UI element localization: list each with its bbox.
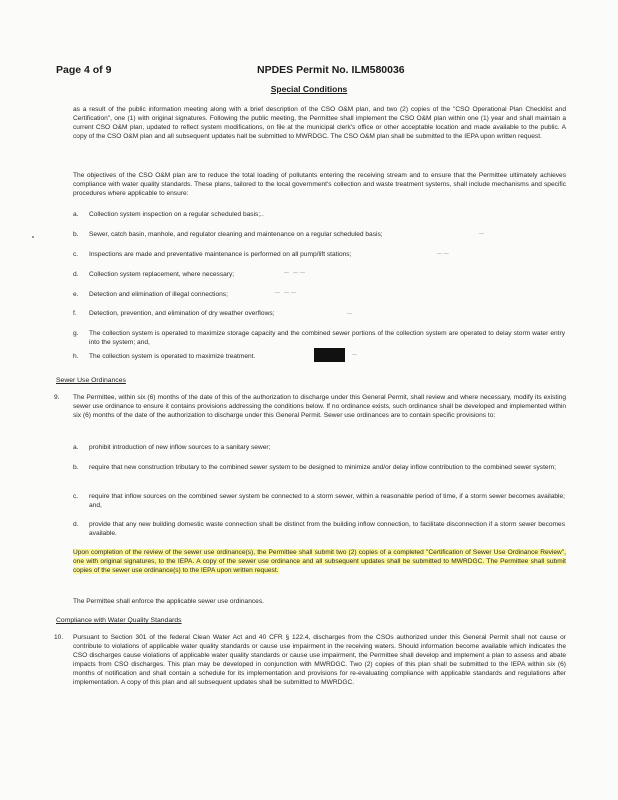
item-label: d. [73,521,79,528]
handwritten-mark: ~ [346,309,353,318]
handwritten-mark: ~ ~~ [274,288,297,297]
objective-item [73,231,566,240]
item-label: b. [73,464,79,471]
item-text: prohibit introduction of new inflow sources to a sanitary sewer; [89,444,271,451]
highlighted-text: Upon completion of the review of the sewer use ordinance(s), the Permittee shall submit two (2) copies of a completed "Certification of Sewer Use Ordinance Review", one with original signatures, to the IEPA. A copy of the sewer use ordinance and all subsequent updates shall be submitted to MWRDGC. The Permittee shall submit copies of the sewer use ordinance(s) to the IEPA upon written request. [73,549,566,574]
handwritten-mark: ~~ [436,249,450,258]
sewer-use-heading: Sewer Use Ordinances [56,377,126,384]
item-text: Collection system replacement, where necessary; [89,271,235,278]
page-number: Page 4 of 9 [56,64,112,76]
permit-number: NPDES Permit No. ILM580036 [257,64,405,76]
item-text: Inspections are made and preventative maintenance is performed on all pump/lift stations; [89,251,352,258]
section-number: 9. [54,394,60,401]
item-label: e. [73,291,79,298]
item-text: The collection system is operated to maximize storage capacity and the combined sewer portions of the collection system are operated to delay storm water entry into the system; and, [89,330,565,346]
item-label: g. [73,330,79,337]
item-label: h. [73,353,79,360]
item-text: require that inflow sources on the combined sewer system be connected to a storm sewer, within a reasonable period of time, if a storm sewer becomes available; and, [89,493,565,509]
ordinance-item [73,493,566,511]
objective-item [73,211,566,220]
item-text: provide that any new building domestic waste connection shall be distinct from the building inflow connection, to facilitate disconnection if a storm sewer becomes available. [89,521,565,537]
item-text: Detection, prevention, and elimination of dry weather overflows; [89,310,275,317]
compliance-paragraph: Pursuant to Section 301 of the federal Clean Water Act and 40 CFR § 122.4, discharges from the CSOs authorized under this General Permit shall not cause or contribute to violations of applicable water quality standards or cause use impairment in the receiving waters. Should information become available which indicates the CSO discharges cause violations of applicable water quality standards or cause use impairment, the Permittee shall develop and implement a plan to assess and abate impacts from CSO discharges. This plan may be developed in conjunction with MWRDGC. Two (2) copies of this plan shall be submitted to the IEPA within six (6) months of notification and shall contain a schedule for its implementation and provisions for re-evaluating compliance with applicable standards and regulations after implementation. A copy of this plan and all subsequent updates shall be submitted to MWRDGC. [73,634,566,686]
margin-mark [32,236,34,238]
handwritten-mark: ~ [351,350,358,359]
ordinance-item [73,464,566,482]
item-label: b. [73,231,79,238]
objective-item [73,310,566,319]
objective-item [73,251,566,260]
highlighted-paragraph [73,549,566,576]
objectives-paragraph: The objectives of the CSO O&M plan are to reduce the total loading of pollutants entering the receiving stream and to ensure that the Permittee ultimately achieves compliance with water quality standards. These plans, tailored to the local government's collection and waste treatment systems, shall include mechanisms and specific procedures where applicable to ensure: [73,172,566,197]
objective-item [73,330,566,348]
intro-paragraph: as a result of the public information meeting along with a brief description of the CSO O&M plan, and two (2) copies of the "CSO Operational Plan Checklist and Certification", one (1) with original signatures. Following the public meeting, the Permittee shall implement the CSO O&M plan within one (1) year and shall maintain a current CSO O&M plan, updated to reflect system modifications, on file at the municipal clerk's office or other acceptable location and made available to the public. A copy of the CSO O&M plan and all subsequent updates hall be submitted to MWRDGC. The CSO O&M plan shall be submitted to the IEPA upon written request. [73,106,566,140]
ordinance-item [73,521,566,539]
item-text: require that new construction tributary to the combined sewer system to be designed to minimize and/or delay inflow contribution to the combined sewer system; [89,464,556,471]
compliance-heading: Compliance with Water Quality Standards [56,617,182,624]
ordinance-item [73,444,566,453]
item-text: Collection system inspection on a regular scheduled basis; [89,211,261,218]
handwritten-mark: ~ [258,211,265,220]
item-label: d. [73,271,79,278]
section-title: Special Conditions [270,84,348,94]
item-text: The collection system is operated to maximize treatment. [89,353,256,360]
item-label: a. [73,444,79,451]
item-label: c. [73,251,79,258]
item-text: Sewer, catch basin, manhole, and regulator cleaning and maintenance on a regular scheduled basis; [89,231,383,238]
item-label: a. [73,211,79,218]
redaction-box [314,348,345,362]
enforce-paragraph: The Permittee shall enforce the applicable sewer use ordinances. [73,598,264,605]
item-label: c. [73,493,79,500]
section-number: 10. [54,634,64,641]
handwritten-mark: ~ ~~ [283,268,306,277]
item-text: Detection and elimination of illegal connections; [89,291,228,298]
objective-item [73,271,566,280]
handwritten-mark: ~ [478,229,485,238]
sewer-use-paragraph: The Permittee, within six (6) months of the date of this of the authorization to discharge under this General Permit, shall review and where necessary, modify its existing sewer use ordinance to ensure it contains provisions addressing the conditions below. If no ordinance exists, such ordinance shall be developed and implemented within six (6) months of the date of the authorization to discharge under this General Permit. Sewer use ordinances are to contain specific provisions to: [73,394,566,419]
item-label: f. [73,310,77,317]
objective-item [73,291,566,300]
